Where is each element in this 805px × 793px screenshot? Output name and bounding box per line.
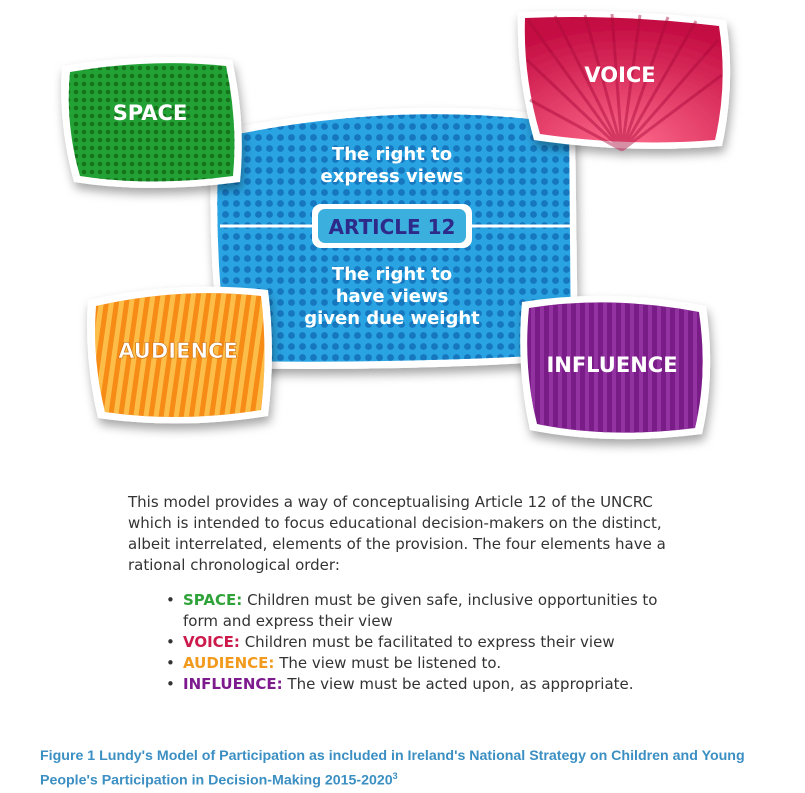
caption-text: Figure 1 Lundy's Model of Participation as included in Ireland's National Strategy on Children and Young People's Participation in Decision-Making 2015-2020 <box>40 748 745 789</box>
audience-description: The view must be listened to. <box>274 654 502 672</box>
list-item-voice <box>183 632 688 653</box>
list-item-audience <box>183 653 688 674</box>
elements-list <box>128 590 688 695</box>
center-top-line-2: express views <box>320 166 464 187</box>
influence-label: INFLUENCE <box>546 353 678 377</box>
figure-caption <box>40 746 770 791</box>
voice-keyword: VOICE: <box>183 633 240 651</box>
audience-keyword: AUDIENCE: <box>183 654 275 672</box>
influence-keyword: INFLUENCE: <box>183 675 283 693</box>
space-description: Children must be given safe, inclusive opportunities to form and express their view <box>183 591 658 630</box>
list-item-space <box>183 590 688 632</box>
center-top-line-1: The right to <box>331 144 453 165</box>
center-bottom-line-1: The right to <box>331 264 453 285</box>
center-bottom-line-3: given due weight <box>304 308 480 329</box>
voice-label: VOICE <box>584 63 656 87</box>
model-description <box>128 492 688 695</box>
influence-description: The view must be acted upon, as appropriate. <box>282 675 634 693</box>
list-item-influence <box>183 674 688 695</box>
caption-footnote-ref: 3 <box>392 771 398 781</box>
center-bottom-line-2: have views <box>335 286 449 307</box>
space-label: SPACE <box>112 101 188 125</box>
intro-paragraph: This model provides a way of conceptualising Article 12 of the UNCRC which is intended to focus educational decision-makers on the distinct, albeit interrelated, elements of the provision. The four elements have a rational chronological order: <box>128 493 666 574</box>
space-keyword: SPACE: <box>183 591 243 609</box>
article-12-box <box>312 204 472 248</box>
voice-description: Children must be facilitated to express their view <box>239 633 615 651</box>
audience-label: AUDIENCE <box>118 339 238 363</box>
article-12-label: ARTICLE 12 <box>328 215 456 239</box>
